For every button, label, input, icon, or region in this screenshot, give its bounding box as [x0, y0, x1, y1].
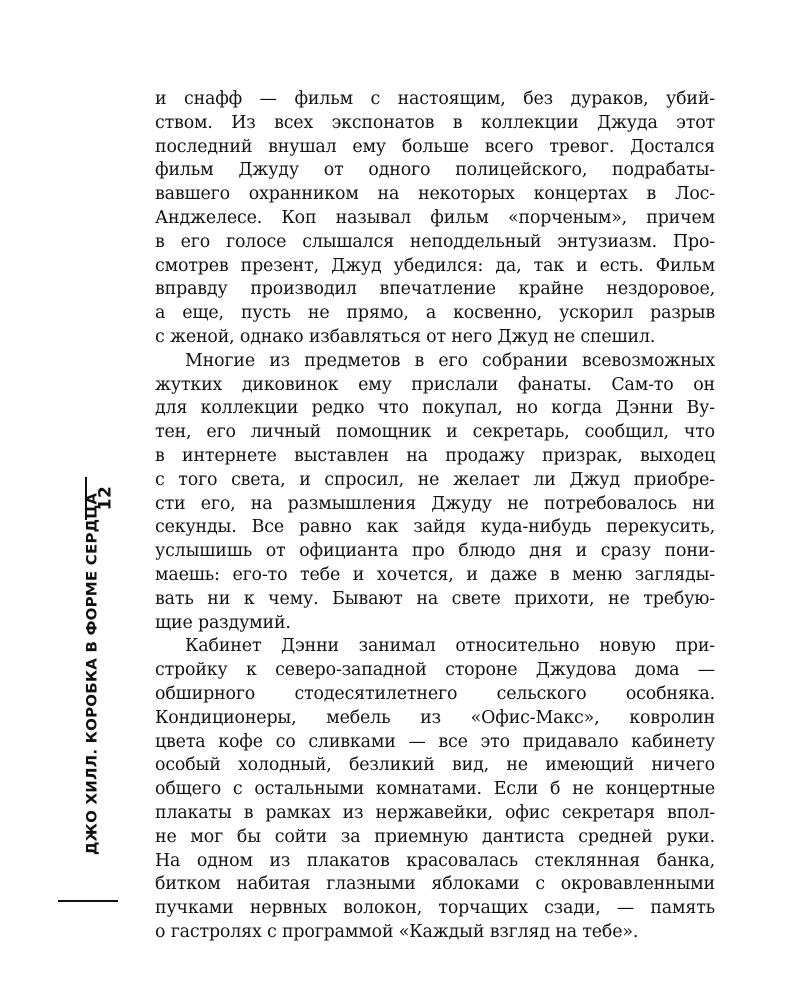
text-line: в его голосе слышался неподдельный энтузиазм. Про-	[155, 231, 715, 252]
text-line: о гастролях с программой «Каждый взгляд на тебе».	[155, 921, 639, 942]
text-line: Кабинет Дэнни занимал относительно новую при-	[185, 636, 715, 657]
text-line: ством. Из всех экспонатов в коллекции Джуда этот	[155, 112, 715, 133]
text-line: жутких диковинок ему прислали фанаты. Сам-то он	[155, 374, 715, 395]
text-line: Анджелесе. Коп называл фильм «порченым», причем	[155, 207, 715, 228]
text-line: с того света, и спросил, не желает ли Джуд приобре-	[155, 469, 715, 490]
running-head-rule	[58, 900, 118, 902]
text-line: пучками нервных волокон, торчащих сзади, — память	[155, 898, 715, 919]
page-number-label: 12	[94, 485, 115, 511]
text-line: Кондиционеры, мебель из «Офис-Макс», ковролин	[155, 707, 715, 728]
text-line: фильм Джуду от одного полицейского, подрабаты-	[155, 160, 715, 181]
text-line: На одном из плакатов красовалась стеклянная банка,	[155, 850, 715, 871]
text-line: смотрев презент, Джуд убедился: да, так и есть. Фильм	[155, 255, 715, 276]
text-line: вправду производил впечатление крайне нездоровое,	[155, 279, 715, 300]
text-line: цвета кофе со сливками — все это придавало кабинету	[155, 731, 715, 752]
text-line: секунды. Все равно как зайдя куда-нибудь перекусить,	[155, 517, 715, 538]
text-line: сти его, на размышления Джуду не потребовалось ни	[155, 493, 715, 514]
text-line: последний внушал ему больше всего тревог. Достался	[155, 136, 715, 157]
text-line: с женой, однако избавляться от него Джуд не спешил.	[155, 326, 656, 347]
text-line: обширного стодесятилетнего сельского особняка.	[155, 683, 715, 704]
text-line: плакаты в рамках из нержавейки, офис секретаря впол-	[155, 802, 715, 823]
running-head-label: ДЖО ХИЛЛ. КОРОБКА В ФОРМЕ СЕРДЦА	[83, 492, 101, 855]
text-line: битком набитая глазными яблоками с окровавленными	[155, 874, 715, 895]
text-line: и снафф — фильм с настоящим, без дураков, убий-	[155, 89, 715, 109]
text-line: а еще, пусть не прямо, а косвенно, ускорил разрыв	[155, 303, 715, 324]
text-line: маешь: его-то тебе и хочется, и даже в меню загляды-	[155, 564, 715, 585]
text-line: особый холодный, безликий вид, не имеющий ничего	[155, 755, 715, 776]
text-line: услышишь от официанта про блюдо дня и сразу пони-	[155, 541, 715, 562]
text-line: вавшего охранником на некоторых концертах в Лос-	[155, 184, 715, 205]
text-line: общего с остальными комнатами. Если б не концертные	[155, 779, 715, 800]
text-line: в интернете выставлен на продажу призрак, выходец	[155, 445, 715, 466]
text-line: стройку к северо-западной стороне Джудова дома —	[155, 660, 715, 681]
text-line: Многие из предметов в его собрании всевозможных	[185, 350, 715, 371]
text-line: щие раздумий.	[155, 612, 291, 633]
text-line: вать ни к чему. Бывают на свете прихоти, не требую-	[155, 588, 715, 609]
text-line: для коллекции редко что покупал, но когда Дэнни Ву-	[155, 398, 715, 419]
text-line: тен, его личный помощник и секретарь, сообщил, что	[155, 422, 715, 443]
text-line: не мог бы сойти за приемную дантиста средней руки.	[155, 826, 715, 847]
body-text	[155, 88, 715, 945]
